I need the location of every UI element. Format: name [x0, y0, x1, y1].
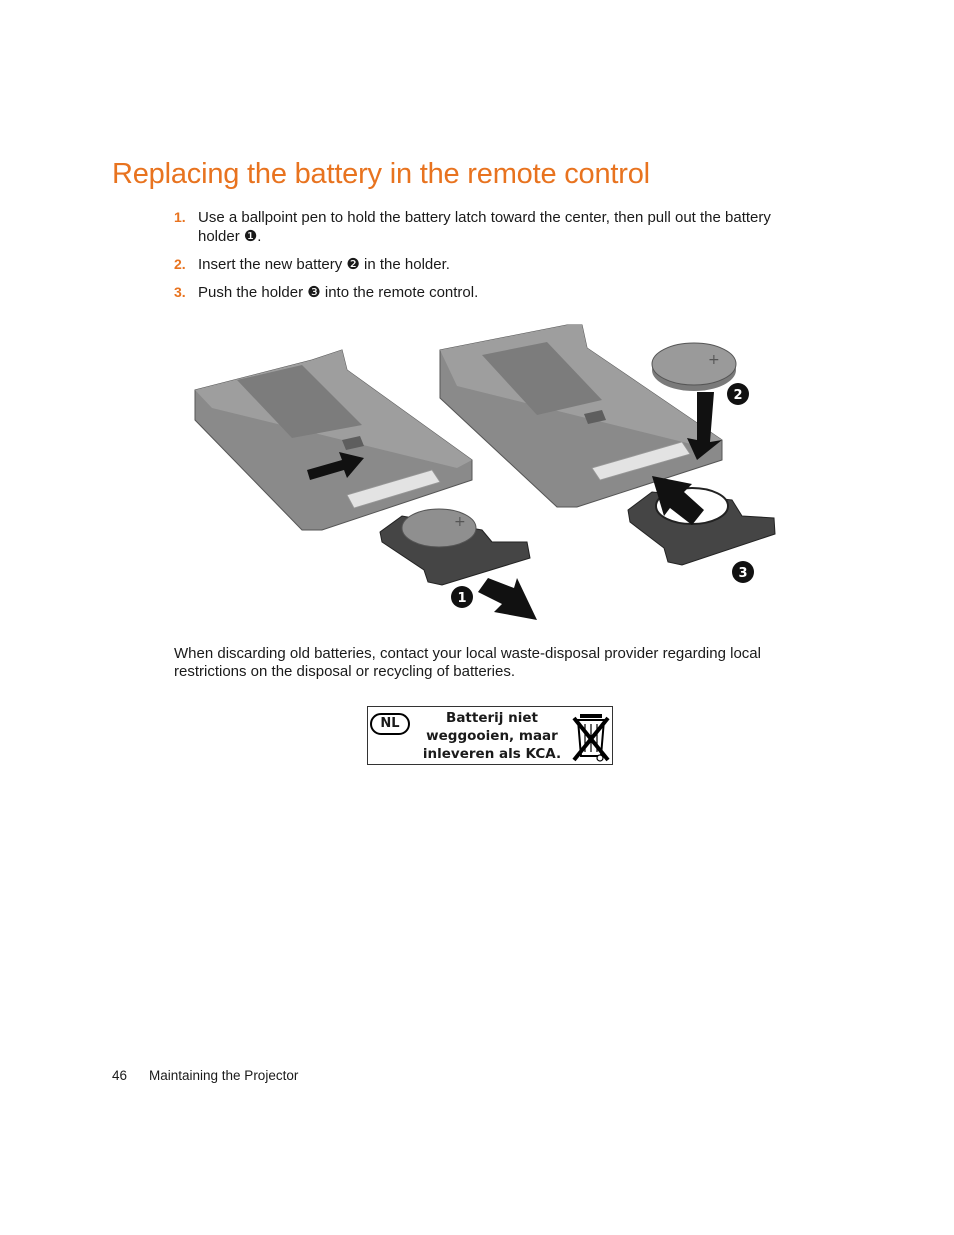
step-item	[174, 208, 794, 246]
svg-text:1: 1	[457, 591, 467, 606]
page-title: Replacing the battery in the remote control	[112, 158, 650, 190]
discard-paragraph: When discarding old batteries, contact your local waste-disposal provider regarding local restrictions on the disposal or recycling of batteries.	[174, 645, 761, 680]
nl-badge: NL	[370, 713, 410, 735]
crossed-bin-icon	[571, 710, 611, 762]
callout-1	[451, 586, 473, 608]
pull-out-arrow-icon	[478, 578, 537, 620]
battery-holder-right	[628, 488, 775, 565]
page-number: 46	[112, 1068, 128, 1083]
steps-list	[174, 208, 794, 311]
remote-control-left	[195, 350, 472, 530]
svg-text:+: +	[708, 352, 720, 368]
coin-battery	[652, 343, 736, 391]
nl-notice-line: Batterij niet	[446, 710, 538, 726]
callout-2	[727, 383, 749, 405]
svg-text:2: 2	[733, 388, 743, 403]
step-text: Use a ballpoint pen to hold the battery latch toward the center, then pull out the battery holder ❶.	[198, 209, 771, 245]
nl-notice-line: weggooien, maar	[426, 728, 558, 744]
battery-holder-left	[380, 509, 530, 585]
callout-3	[732, 561, 754, 583]
footer-section: Maintaining the Projector	[149, 1068, 299, 1083]
step-item	[174, 283, 794, 302]
battery-replacement-illustration	[192, 320, 782, 630]
step-number: 2.	[174, 256, 186, 272]
nl-notice-text	[412, 709, 572, 763]
nl-battery-notice	[367, 706, 613, 765]
step-text: Insert the new battery ❷ in the holder.	[198, 256, 450, 273]
svg-text:+: +	[454, 514, 466, 530]
step-text: Push the holder ❸ into the remote control.	[198, 284, 479, 301]
step-item	[174, 255, 794, 274]
svg-text:3: 3	[738, 566, 748, 581]
step-number: 1.	[174, 209, 186, 225]
page-footer	[112, 1068, 298, 1083]
nl-notice-line: inleveren als KCA.	[422, 746, 562, 762]
step-number: 3.	[174, 284, 186, 300]
